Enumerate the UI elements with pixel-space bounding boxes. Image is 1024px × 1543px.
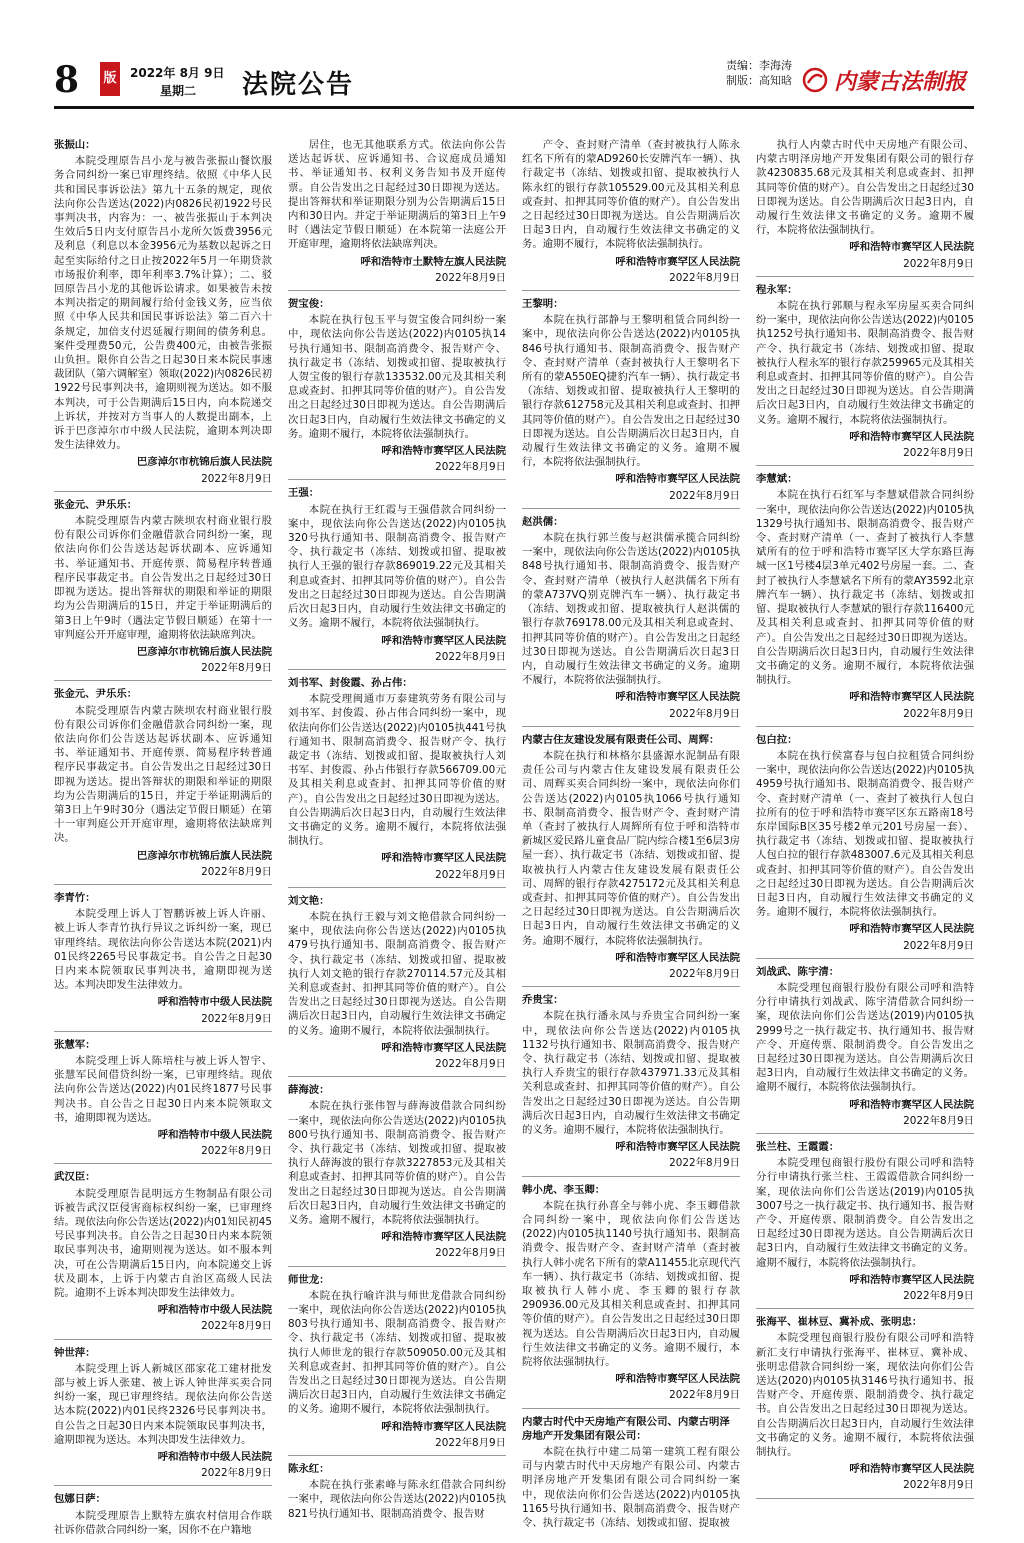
notice-court: 呼和浩特市赛罕区人民法院 (615, 255, 740, 268)
notice-body: 本院受理原告内蒙古陕坝农村商业银行股份有限公司诉你们金融借款合同纠纷一案，现依法向你们公告送达起诉状副本、应诉通知书、举证通知书、开庭传票、简易程序转普通程序民事裁定书。自公告发出之日起经过30日即视为送达。提出答辩状的期限和举证的期限均为公告期满后的15日，并定于举证期满后的第3日上午9时（遇法定节假日顺延）在第十一审判庭公开开庭审理，逾期将依法缺席判决。 (54, 515, 272, 641)
notice-divider (54, 1031, 272, 1032)
notice-court: 呼和浩特市中级人民法院 (157, 1451, 272, 1464)
notice-body: 本院受理原告昆明远方生物制品有限公司诉被告武汉臣侵害商标权纠纷一案，已审理终结。现依法向你公告送达(2022)内01知民初45号民事判决书。自公告之日起30日内来本院领取民事判决书，逾期则视为送达。如不服本判决，可在公告期满后15日内，向本院递交上诉状及副本，上诉于内蒙古自治区高级人民法院。逾期不上诉本判决即发生法律效力。 (54, 1187, 272, 1300)
notice-divider (522, 1176, 740, 1177)
notice-court: 呼和浩特市赛罕区人民法院 (849, 1273, 974, 1286)
notice-addressee: 程永军： (756, 283, 798, 296)
notice-addressee: 张振山： (54, 139, 96, 151)
notice-addressee: 薛海波： (288, 1084, 330, 1097)
court-notice (288, 486, 506, 669)
notice-addressee: 刘战武、陈宇清： (756, 965, 840, 978)
notice-divider (288, 669, 506, 670)
notice-addressee: 王强： (288, 487, 320, 500)
notice-date: 2022年8月9日 (201, 1145, 272, 1158)
notice-date: 2022年8月9日 (201, 1012, 272, 1025)
notice-date: 2022年8月9日 (201, 1320, 272, 1333)
court-notice (288, 676, 506, 888)
notice-divider (54, 1163, 272, 1164)
notice-date: 2022年8月9日 (669, 967, 740, 980)
notice-body: 本院在执行部静与王黎明租赁合同纠纷一案中，现依法向你公告送达(2022)内0105执846号执行通知书、限制高消费令、报告财产令、查封财产清单（查封被执行人王黎明名下所有的蒙A550EQ捷豹汽车一辆）、执行裁定书（冻结、划拨或扣留、提取被执行人王黎明的银行存款612758元及其相关利息或查封、扣押其同等价值的财产）。自公告发出之日起经过30日即视为送达。自公告期满后次日起3日内，自动履行生效法律文书确定的义务。逾期不履行，本院将依法强制执行。 (522, 314, 740, 469)
notice-divider (756, 465, 974, 466)
notice-divider (288, 1076, 506, 1077)
notice-date: 2022年8月9日 (435, 1247, 506, 1260)
notice-date: 2022年8月9日 (435, 1436, 506, 1449)
court-notice (756, 965, 974, 1134)
notice-body: 本院受理原告吕小龙与被告张振山餐饮服务合同纠纷一案已审理终结。依照《中华人民共和国民事诉讼法》第九十五条的规定，现依法向你公告送达(2022)内0826民初1922号民事判决书，内容为：一、被告张振山于本判决生效后5日内支付原告吕小龙所欠饭费3956元及利息（利息以本金3956元为基数以起诉之日起至实际给付之日止按2022年5月一年期贷款市场报价利率，即年利率3.7%计算）；二、驳回原告吕小龙的其他诉讼请求。如果被告未按本判决指定的期间履行给付金钱义务，应当依照《中华人民共和国民事诉讼法》第二百六十条规定，加倍支付迟延履行期间的债务利息。案件受理费50元，公告费400元，由被告张振山负担。限你自公告之日起30日来本院民事速裁团队（第六调解室）领取(2022)内0826民初1922号民事判决书，逾期则视为送达。如不服本判决，可于公告期满后15日内，向本院递交上诉状，并按对方当事人的人数提出副本，上诉于巴彦淖尔市中级人民法院，逾期本判决即发生法律效力。 (54, 155, 272, 452)
notice-body: 本院在执行王毅与刘文艳借款合同纠纷一案中，现依法向你公告送达(2022)内0105执479号执行通知书、限制高消费令、报告财产令、执行裁定书（冻结、划拨或扣留、提取被执行人刘文艳的银行存款270114.57元及其相关利息或查封、扣押其同等价值的财产）。自公告发出之日起经过30日即视为送达。自公告期满后次日起3日内，自动履行生效法律文书确定的义务。逾期不履行，本院将依法强制执行。 (288, 910, 506, 1037)
logo-emblem-icon (802, 67, 828, 93)
notice-divider (756, 958, 974, 959)
notice-court: 呼和浩特市赛罕区人民法院 (615, 1373, 740, 1386)
notice-divider (756, 1133, 974, 1134)
notice-date: 2022年8月9日 (903, 939, 974, 952)
editor-name: 责编：李海涛 (726, 59, 792, 72)
notice-court: 呼和浩特市土默特左旗人民法院 (360, 255, 506, 268)
notice-divider (522, 726, 740, 727)
notice-body: 居住，也无其他联系方式。依法向你公告送达起诉状、应诉通知书、合议庭成员通知书、举证通知书、权利义务告知书及开庭传票。自公告发出之日起经过30日即视为送达。提出答辩状和举证期限分别为公告期满后15日内和30日内。并定于举证期满后的第3日上午9时（遇法定节假日顺延）在本院第一法庭公开开庭审理，逾期将依法缺席判决。 (288, 139, 506, 251)
notice-column (54, 138, 272, 1543)
page-number: 8 (54, 59, 80, 101)
notice-addressee: 张兰柱、王霞霞： (756, 1141, 840, 1153)
court-notice (522, 1183, 740, 1409)
notice-court: 呼和浩特市赛罕区人民法院 (849, 430, 974, 443)
notice-addressee: 乔贵宝： (522, 994, 564, 1007)
notice-divider (54, 1339, 272, 1340)
notice-body: 本院在执行张素峰与陈永红借款合同纠纷一案中，现依法向你公告送达(2022)内0105执821号执行通知书、限制高消费令、报告财 (288, 1479, 506, 1520)
court-notice (54, 687, 272, 885)
notice-court: 呼和浩特市赛罕区人民法院 (849, 691, 974, 704)
court-notice (756, 472, 974, 726)
court-notice (522, 515, 740, 727)
notice-body: 产令、查封财产清单（查封被执行人陈永红名下所有的蒙AD9260长安牌汽车一辆）、执行裁定书（冻结、划拨或扣留、提取被执行人陈永红的银行存款105529.00元及其相关利息或查封、扣押其同等价值的财产）。自公告发出之日起经过30日即视为送达。自公告期满后次日起3日内，自动履行生效法律文书确定的义务。逾期不履行，本院将依法强制执行。 (522, 139, 740, 251)
notice-addressee: 贺宝俊： (288, 298, 330, 311)
notice-columns (54, 138, 974, 1536)
court-notice (522, 1415, 740, 1531)
notice-body: 本院在执行侯富春与包白拉租赁合同纠纷一案中，现依法向你公告送达(2022)内0105执4959号执行通知书、限制高消费令、报告财产令、查封财产清单（一、查封了被执行人包白拉所有的位于呼和浩特市赛罕区东五路南18号东岸国际B区35号楼2单元201号房屋一套）、执行裁定书（冻结、划拨或扣留、提取被执行人包白拉的银行存款483007.6元及其相关利息或查封、扣押其同等价值的财产）。自公告发出之日起经过30日即视为送达。自公告期满后次日起3日内，自动履行生效法律文书确定的义务。逾期不履行，本院将依法强制执行。 (756, 749, 974, 919)
court-notice (288, 1462, 506, 1521)
notice-divider (756, 726, 974, 727)
notice-court: 呼和浩特市赛罕区人民法院 (615, 951, 740, 964)
notice-divider (288, 1455, 506, 1456)
notice-body: 本院受理闽通市万泰建筑劳务有限公司与刘书军、封俊霞、孙占伟合同纠纷一案中，现依法向你们公告送达(2022)内0105执441号执行通知书、限制高消费令、报告财产令、执行裁定书（冻结、划拨或扣留、提取被执行人刘书军、封俊霞、孙占伟银行存款566709.00元及其相关利息或查封、扣押其同等价值的财产）。自公告发出之日起经过30日即视为送达。自公告期满后次日起3日内，自动履行生效法律文书确定的义务。逾期不履行，本院将依法强制执行。 (288, 693, 506, 848)
notice-court: 呼和浩特市赛罕区人民法院 (849, 1098, 974, 1111)
notice-court: 呼和浩特市赛罕区人民法院 (615, 691, 740, 704)
court-notice (54, 498, 272, 681)
notice-addressee: 张金元、尹乐乐： (54, 688, 138, 701)
notice-body: 本院在执行张伟智与薛海波借款合同纠纷一案中，现依法向你公告送达(2022)内0105执800号执行通知书、限制高消费令、报告财产令、执行裁定书（冻结、划拨或扣留、提取被执行人薛海波的银行存款3227853元及其相关利息或查封、扣押其同等价值的财产）。自公告发出之日起经过30日即视为送达。自公告期满后次日起3日内，自动履行生效法律文书确定的义务。逾期不履行，本院将依法强制执行。 (288, 1100, 506, 1227)
notice-body: 本院在执行中建二局第一建筑工程有限公司与内蒙古时代中天房地产有限公司、内蒙古明泽房地产开发集团有限公司合同纠纷一案中，现依法向你们公告送达(2022)内0105执1165号执行通知书、限制高消费令、报告财产令、执行裁定书（冻结、划拨或扣留、提取被 (522, 1446, 740, 1530)
notice-addressee: 师世龙： (288, 1273, 330, 1286)
editor-credits (726, 58, 792, 88)
notice-body: 本院在执行潘永凤与乔贵宝合同纠纷一案中，现依法向你公告送达(2022)内0105执1132号执行通知书、限制高消费令、报告财产令、执行裁定书（冻结、划拨或扣留、提取被执行人乔贵宝的银行存款437971.33元及其相关利息或查封、扣押其同等价值的财产）。自公告发出之日起经过30日即视为送达。自公告期满后次日起3日内，自动履行生效法律文书确定的义务。逾期不履行，本院将依法强制执行。 (522, 1010, 740, 1136)
notice-divider (288, 479, 506, 480)
page-label-badge: 版 (100, 62, 120, 96)
notice-court: 呼和浩特市赛罕区人民法院 (381, 1041, 506, 1054)
notice-addressee: 张慧军： (54, 1038, 96, 1051)
notice-addressee: 内蒙古住友建设发展有限责任公司、周辉： (522, 733, 720, 746)
notice-addressee: 韩小虎、李玉卿： (522, 1183, 606, 1196)
notice-addressee: 李慧斌： (756, 473, 798, 486)
notice-court: 巴彦淖尔市杭锦后旗人民法院 (136, 645, 272, 658)
notice-body: 本院在执行喻许洪与师世龙借款合同纠纷一案中，现依法向你公告送达(2022)内0105执803号执行通知书、限制高消费令、报告财产令、执行裁定书（冻结、划拨或扣留、提取被执行人师世龙的银行存款509050.00元及其相关利息或查封、扣押其同等价值的财产）。自公告发出之日起经过30日即视为送达。自公告期满后次日起3日内，自动履行生效法律文书确定的义务。逾期不履行，本院将依法强制执行。 (288, 1289, 506, 1416)
notice-court: 巴彦淖尔市杭锦后旗人民法院 (136, 456, 272, 469)
court-notice (288, 1273, 506, 1456)
notice-date: 2022年8月9日 (201, 1467, 272, 1480)
notice-court: 呼和浩特市中级人民法院 (157, 996, 272, 1009)
court-notice (54, 1346, 272, 1487)
masthead (54, 58, 974, 109)
notice-court: 呼和浩特市赛罕区人民法院 (849, 923, 974, 936)
notice-addressee: 刘书军、封俊霞、孙占伟： (288, 676, 413, 689)
notice-body: 本院在执行和林格尔县盛源水泥制品有限责任公司与内蒙古住友建设发展有限责任公司、周辉买卖合同纠纷一案中，现依法向你们公告送达(2022)内0105执1066号执行通知书、限制高消费令、报告财产令、查封财产清单（查封了被执行人周辉所有位于呼和浩特市新城区爱民路儿童食品厂院内综合楼1至6层3房屋一套）、执行裁定书（冻结、划拨或扣留、提取被执行人内蒙古住友建设发展有限责任公司、周辉的银行存款4275172元及其相关利息或查封、扣押其同等价值的财产）。自公告发出之日起经过30日即视为送达。自公告期满后次日起3日内，自动履行生效法律文书确定的义务。逾期不履行，本院将依法强制执行。 (522, 749, 740, 947)
notice-addressee: 刘文艳： (288, 894, 330, 907)
notice-court: 呼和浩特市中级人民法院 (157, 1129, 272, 1141)
notice-addressee: 张金元、尹乐乐： (54, 498, 138, 511)
court-notice (54, 138, 272, 492)
notice-court: 呼和浩特市赛罕区人民法院 (615, 473, 740, 486)
notice-date: 2022年8月9日 (903, 447, 974, 460)
notice-date: 2022年8月9日 (669, 271, 740, 284)
court-notice (288, 1083, 506, 1266)
notice-divider (756, 1498, 974, 1499)
court-notice (756, 1140, 974, 1309)
notice-body: 本院在执行王红霞与王强借款合同纠纷一案中，现依法向你公告送达(2022)内0105执320号执行通知书、限制高消费令、报告财产令、执行裁定书（冻结、划拨或扣留、提取被执行人王强的银行存款869019.22元及其相关利息或查封、扣押其同等价值的财产）。自公告发出之日起经过30日即视为送达。自公告期满后次日起3日内，自动履行生效法律文书确定的义务。逾期不履行，本院将依法强制执行。 (288, 503, 506, 630)
notice-addressee: 赵洪儒： (522, 515, 564, 528)
notice-body: 本院受理原告内蒙古陕坝农村商业银行股份有限公司诉你们金融借款合同纠纷一案，现依法向你们公告送达起诉状副本、应诉通知书、举证通知书、开庭传票、简易程序转普通程序民事裁定书。自公告发出之日起经过30日即视为送达。提出答辩状的期限和举证的期限均为公告期满后的15日，并定于举证期满后的第3日上午9时30分（遇法定节假日顺延）在第十一审判庭公开开庭审理，逾期将依法缺席判决。 (54, 704, 272, 845)
notice-court: 呼和浩特市中级人民法院 (157, 1304, 272, 1317)
court-notice (54, 891, 272, 1032)
notice-date: 2022年8月9日 (435, 271, 506, 284)
notice-date: 2022年8月9日 (669, 707, 740, 720)
notice-addressee: 李青竹： (54, 891, 96, 904)
notice-date: 2022年8月9日 (669, 1157, 740, 1170)
court-notice (288, 297, 506, 480)
notice-date: 2022年8月9日 (201, 662, 272, 675)
notice-body: 本院受理上诉人陈培柱与被上诉人智宇、张慧军民间借贷纠纷一案，已审理终结。现依法向你公告送达(2022)内01民终1877号民事判决书。自公告之日起30日内来本院领取文书，逾期即视为送达。 (54, 1054, 272, 1124)
court-notice (756, 283, 974, 466)
court-notice (756, 733, 974, 959)
notice-divider (756, 276, 974, 277)
notice-date: 2022年8月9日 (669, 1389, 740, 1402)
notice-column (522, 138, 740, 1543)
issue-weekday: 星期二 (160, 84, 197, 98)
notice-date: 2022年8月9日 (435, 461, 506, 474)
notice-date: 2022年8月9日 (903, 1290, 974, 1303)
notice-divider (288, 1266, 506, 1267)
notice-column (288, 138, 506, 1543)
court-notice (522, 297, 740, 509)
notice-date: 2022年8月9日 (903, 707, 974, 720)
notice-body: 本院在执行郭兰俊与赵洪儒承揽合同纠纷一案中，现依法向你公告送达(2022)内0105执848号执行通知书、限制高消费令、报告财产令、查封财产清单（被执行人赵洪儒名下所有的蒙A737VQ别克牌汽车一辆）、执行裁定书（冻结、划拨或扣留、提取被执行人赵洪儒的银行存款769178.00元及其相关利息或查封、扣押其同等价值的财产）。自公告发出之日起经过30日即视为送达。自公告期满后次日起3日内，自动履行生效法律文书确定的义务。逾期不履行，本院将依法强制执行。 (522, 532, 740, 687)
notice-court: 呼和浩特市赛罕区人民法院 (849, 1463, 974, 1476)
notice-addressee: 钟世萍： (54, 1346, 96, 1359)
notice-divider (522, 508, 740, 509)
notice-body: 本院在执行郭顺与程永军房屋买卖合同纠纷一案中，现依法向你公告送达(2022)内0105执1252号执行通知书、限制高消费令、报告财产令、执行裁定书（冻结、划拨或扣留、提取被执行人程永军的银行存款259965元及其相关利息或查封、扣押其同等价值的财产）。自公告发出之日起经过30日即视为送达。自公告期满后次日起3日内，自动履行生效法律文书确定的义务。逾期不履行，本院将依法强制执行。 (756, 300, 974, 426)
court-notice (756, 138, 974, 277)
court-notice (54, 1492, 272, 1537)
notice-body: 执行人内蒙古时代中天房地产有限公司、内蒙古明泽房地产开发集团有限公司的银行存款4230835.68元及其相关利息或查封、扣押其同等价值的财产）。自公告发出之日起经过30日即视为送达。自公告期满后次日起3日内，自动履行生效法律文书确定的义务。逾期不履行，本院将依法强制执行。 (756, 139, 974, 237)
logo-text: 内蒙古法制报 (834, 68, 967, 95)
notice-addressee: 陈永红： (288, 1463, 330, 1476)
notice-divider (288, 290, 506, 291)
notice-divider (54, 491, 272, 492)
court-notice (522, 138, 740, 291)
notice-court: 呼和浩特市赛罕区人民法院 (381, 445, 506, 458)
notice-date: 2022年8月9日 (903, 1479, 974, 1492)
notice-date: 2022年8月9日 (669, 489, 740, 502)
notice-body: 本院受理包商银行股份有限公司呼和浩特分行申请执行张兰柱、王霞霞借款合同纠纷一案，现依法向你们公告送达(2019)内0105执3007号之一执行裁定书、执行通知书、报告财产令、开庭传票、限制消费令。自公告发出之日起经过30日即视为送达。自公告期满后次日起3日内，自动履行生效法律文书确定的义务。逾期不履行，本院将依法强制执行。 (756, 1157, 974, 1269)
notice-body: 本院在执行包玉平与贺宝俊合同纠纷一案中，现依法向你公告送达(2022)内0105执14号执行通知书、限制高消费令、报告财产令、执行裁定书（冻结、划拨或扣留、提取被执行人贺宝俊的银行存款133532.00元及其相关利息或查封、扣押其同等价值的财产）。自公告发出之日起经过30日即视为送达。自公告期满后次日起3日内，自动履行生效法律文书确定的义务。逾期不履行，本院将依法强制执行。 (288, 314, 506, 440)
notice-addressee: 王黎明： (522, 298, 564, 311)
notice-body: 本院在执行石红军与李慧斌借款合同纠纷一案中，现依法向你公告送达(2022)内0105执1329号执行通知书、限制高消费令、报告财产令、查封财产清单（一、查封了被执行人李慧斌所有的位于呼和浩特市赛罕区大学东路巨海城一区1号楼4层3单元402号房屋一套。二、查封了被执行人李慧斌名下所有的蒙AY3592北京牌汽车一辆）、执行裁定书（冻结、划拨或扣留、提取被执行人李慧斌的银行存款116400元及其相关利息或查封、扣押其同等价值的财产）。自公告发出之日起经过30日即视为送达。自公告期满后次日起3日内，自动履行生效法律文书确定的义务。逾期不履行，本院将依法强制执行。 (756, 489, 974, 687)
notice-addressee: 内蒙古时代中天房地产有限公司、内蒙古明泽房地产开发集团有限公司： (522, 1415, 730, 1442)
notice-divider (288, 887, 506, 888)
court-notice (288, 138, 506, 291)
notice-date: 2022年8月9日 (903, 1114, 974, 1127)
newspaper-logo (802, 64, 974, 96)
court-notice (288, 894, 506, 1077)
notice-court: 呼和浩特市赛罕区人民法院 (381, 1231, 506, 1244)
notice-date: 2022年8月9日 (435, 650, 506, 663)
notice-addressee: 张海平、崔林豆、冀补成、张明忠： (756, 1316, 923, 1329)
notice-addressee: 武汉臣： (54, 1171, 96, 1184)
notice-court: 呼和浩特市赛罕区人民法院 (381, 634, 506, 647)
notice-divider (54, 1485, 272, 1486)
notice-body: 本院受理上诉人丁智鹏诉被上诉人许丽、被上诉人李青竹执行异议之诉纠纷一案，现已审理终结。现依法向你公告送达本院(2021)内01民终2265号民事裁定书。自公告之日起30日内来本院领取民事判决书，逾期即视为送达。本判决即发生法律效力。 (54, 908, 272, 992)
notice-column (756, 138, 974, 1543)
court-notice (54, 1170, 272, 1339)
notice-date: 2022年8月9日 (201, 472, 272, 485)
notice-divider (54, 884, 272, 885)
notice-body: 本院受理原告上默特左旗农村信用合作联社诉你借款合同纠纷一案，因你不在户籍地 (54, 1509, 272, 1536)
notice-date: 2022年8月9日 (903, 257, 974, 270)
court-notice (54, 1038, 272, 1165)
issue-date: 2022年 8月 9日 (130, 66, 225, 80)
court-notice (756, 1315, 974, 1498)
court-notice (522, 733, 740, 987)
notice-court: 巴彦淖尔市杭锦后旗人民法院 (136, 849, 272, 862)
notice-divider (522, 290, 740, 291)
notice-divider (522, 986, 740, 987)
notice-date: 2022年8月9日 (201, 865, 272, 878)
notice-body: 本院在执行孙喜全与韩小虎、李玉卿借款合同纠纷一案中，现依法向你们公告送达(2022)内0105执1140号执行通知书、限制高消费令、报告财产令、查封财产清单（查封被执行人韩小虎名下所有的蒙A11455北京现代汽车一辆）、执行裁定书（冻结、划拨或扣留、提取被执行人韩小虎、李玉卿的银行存款290936.00元及其相关利息或查封、扣押其同等价值的财产）。自公告发出之日起经过30日即视为送达。自公告期满后次日起3日内，自动履行生效法律文书确定的义务。逾期不履行，本院将依法强制执行。 (522, 1199, 740, 1369)
notice-divider (756, 1308, 974, 1309)
court-notice (522, 993, 740, 1176)
notice-body: 本院受理包商银行股份有限公司呼和浩特分行申请执行刘战武、陈宇清借款合同纠纷一案，现依法向你们公告送达(2019)内0105执2999号之一执行裁定书、执行通知书、报告财产令、开庭传票、限制消费令。自公告发出之日起经过30日即视为送达。自公告期满后次日起3日内，自动履行生效法律文书确定的义务。逾期不履行，本院将依法强制执行。 (756, 981, 974, 1094)
notice-court: 呼和浩特市赛罕区人民法院 (849, 241, 974, 254)
notice-addressee: 包白拉： (756, 733, 798, 746)
notice-body: 本院受理上诉人新城区邵家花工建材批发部与被上诉人张建、被上诉人钟世萍买卖合同纠纷一案，现已审理终结。现依法向你公告送达本院(2022)内01民终2326号民事判决书。自公告之日起30日内来本院领取民事判决书，逾期即视为送达。本判决即发生法律效力。 (54, 1362, 272, 1446)
producer-name: 制版：高知晗 (726, 74, 792, 87)
notice-body: 本院受理包商银行股份有限公司呼和浩特新汇支行申请执行张海平、崔林豆、冀补成、张明忠借款合同纠纷一案，现依法向你们公告送达(2020)内0105执3146号执行通知书、报告财产令、开庭传票、限制消费令、执行裁定书。自公告发出之日起经过30日即视为送达。自公告期满后次日起3日内，自动履行生效法律文书确定的义务。逾期不履行，本院将依法强制执行。 (756, 1332, 974, 1459)
notice-date: 2022年8月9日 (435, 1057, 506, 1070)
section-title: 法院公告 (242, 70, 355, 100)
notice-addressee: 包娜日萨： (54, 1493, 106, 1506)
notice-divider (522, 1408, 740, 1409)
notice-court: 呼和浩特市赛罕区人民法院 (615, 1141, 740, 1154)
notice-court: 呼和浩特市赛罕区人民法院 (381, 1420, 506, 1433)
notice-date: 2022年8月9日 (435, 868, 506, 881)
notice-court: 呼和浩特市赛罕区人民法院 (381, 852, 506, 865)
notice-divider (54, 680, 272, 681)
